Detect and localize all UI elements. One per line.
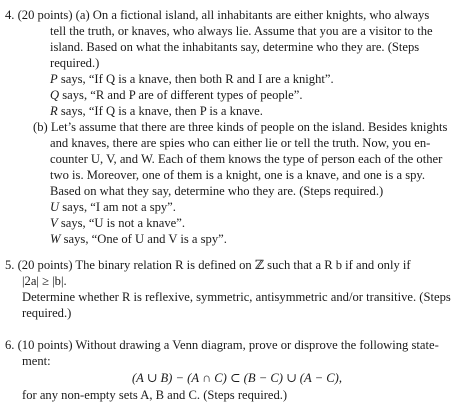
speaker-w: W [50,232,61,246]
speaker-v: V [50,216,58,230]
statement-w-text: says, “One of U and V is a spy”. [60,232,227,246]
statement-v-text: says, “U is not a knave”. [57,216,186,230]
statement-q-text: says, “R and P are of different types of people”. [59,88,303,102]
q4b-statement-v [50,216,185,231]
q5-line-3: Determine whether R is reflexive, symmetric, antisymmetric and/or transitive. (Steps [22,290,451,304]
q4b-statement-u [50,200,176,215]
q6-formula: (A ∪ B) − (A ∩ C) ⊂ (B − C) ∪ (A − C), [131,371,342,385]
q4-header: 4. (20 points) (a) On a fictional island, all inhabitants are either knights, who always [5,8,430,22]
speaker-r: R [50,104,58,118]
q6-line-2: ment: [22,354,51,368]
q4b-line-4: two is. Moreover, one of them is a knight, one is a knave, and one is a spy. [50,168,426,182]
speaker-u: U [50,200,60,214]
q4a-line-1: tell the truth, or knaves, who always lie. Assume that you are a visitor to the [50,24,433,38]
speaker-q: Q [50,88,60,102]
q6-footer: for any non-empty sets A, B and C. (Steps required.) [22,388,288,402]
speaker-p: P [50,72,58,86]
q4b-line-2: and knaves, there are spies who can either lie or tell the truth. Now, you en- [50,136,431,150]
statement-p-text: says, “If Q is a knave, then both R and I are a knight”. [57,72,334,86]
q4b-line-5: Based on what they say, determine who they are. (Steps required.) [50,184,384,198]
q4a-statement-q [50,88,303,103]
q4b-line-3: counter U, V, and W. Each of them knows the type of person each of the other [50,152,443,166]
q4a-statement-r [50,104,263,119]
q5-line-4: required.) [22,306,72,320]
q5-line-1: 5. (20 points) The binary relation R is defined on ℤ such that a R b if and only if [5,258,411,272]
q4a-line-2: island. Based on what the inhabitants say, determine who they are. (Steps [50,40,420,54]
q6-line-1: 6. (10 points) Without drawing a Venn diagram, prove or disprove the following state- [5,338,439,352]
q4b-line-1: (b) Let’s assume that there are three kinds of people on the island. Besides knights [33,120,448,134]
q5-line-2: |2a| ≥ |b|. [22,274,67,288]
q4b-statement-w [50,232,227,247]
q4a-line-3: required.) [50,56,100,70]
q4a-statement-p [50,72,334,87]
statement-r-text: says, “If Q is a knave, then P is a knave. [57,104,263,118]
statement-u-text: says, “I am not a spy”. [59,200,176,214]
